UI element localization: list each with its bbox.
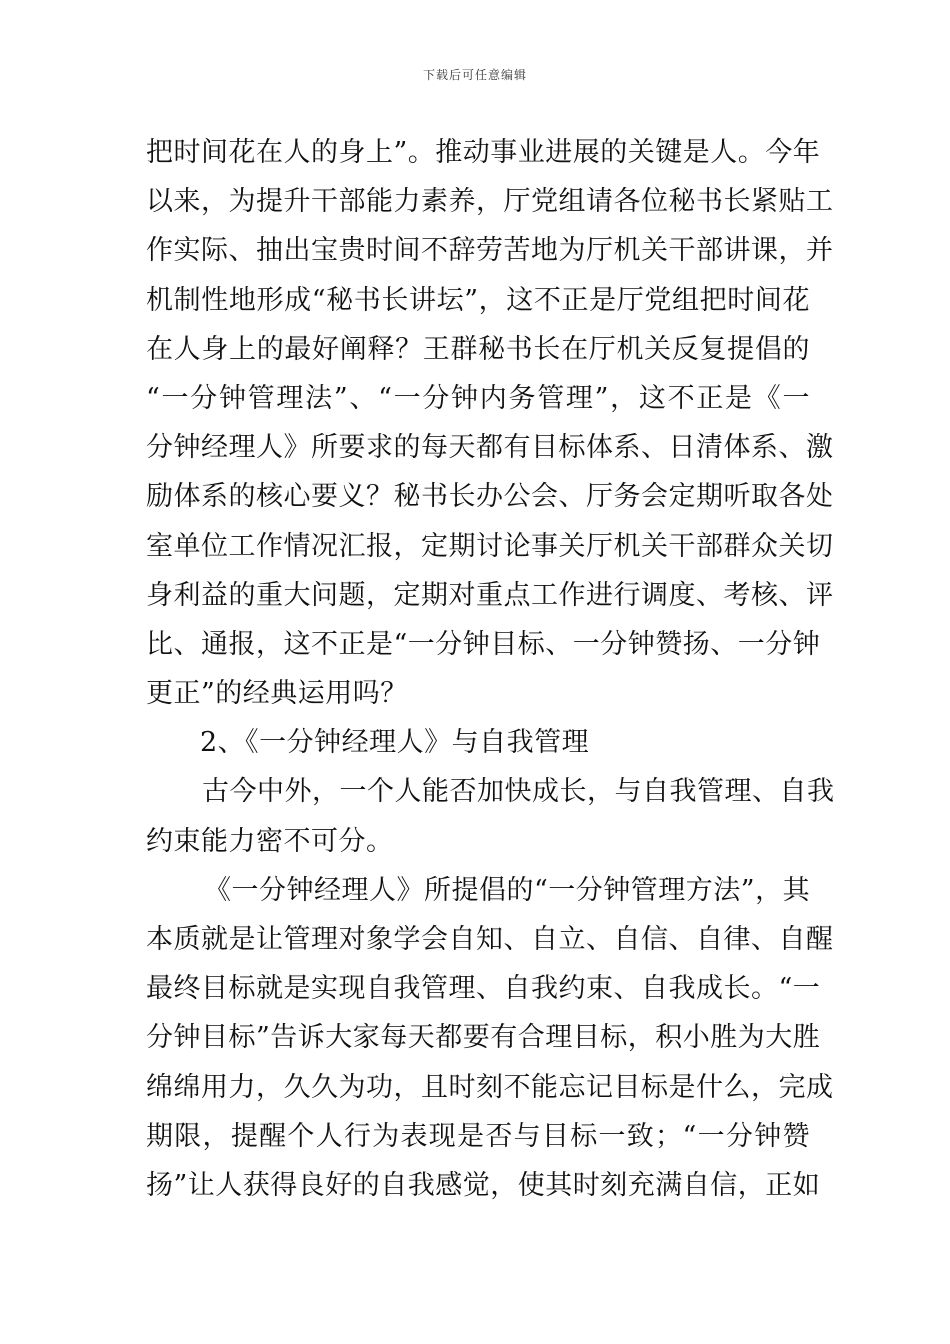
text-line: “一分钟管理法”、“一分钟内务管理”，这不正是《一	[146, 382, 810, 414]
text-line: 本质就是让管理对象学会自知、自立、自信、自律、自醒	[146, 924, 834, 955]
text-line: 在人身上的最好阐释？王群秘书长在厅机关反复提倡的	[146, 333, 810, 365]
text-line: 励体系的核心要义？秘书长办公会、厅务会定期听取各处	[146, 481, 834, 513]
text-line: 最终目标就是实现自我管理、自我约束、自我成长。“一	[146, 973, 821, 1005]
text-line: 扬”让人获得良好的自我感觉，使其时刻充满自信，正如	[146, 1169, 821, 1201]
paragraph-first-line: 《一分钟经理人》所提倡的“一分钟管理方法”，其	[204, 874, 811, 906]
paragraph-first-line: 古今中外，一个人能否加快成长，与自我管理、自我	[202, 776, 835, 808]
text-line: 比、通报，这不正是“一分钟目标、一分钟赞扬、一分钟	[146, 628, 821, 660]
text-line: 期限，提醒个人行为表现是否与目标一致；“一分钟赞	[146, 1120, 810, 1152]
text-line: 把时间花在人的身上”。推动事业进展的关键是人。今年	[146, 137, 821, 168]
text-line: 室单位工作情况汇报，定期讨论事关厅机关干部群众关切	[146, 530, 834, 562]
page-header: 下载后可任意编辑	[422, 68, 527, 82]
text-line: 身利益的重大问题，定期对重点工作进行调度、考核、评	[146, 579, 834, 611]
text-line: 分钟经理人》所要求的每天都有目标体系、日清体系、激	[146, 432, 834, 464]
text-line: 以来，为提升干部能力素养，厅党组请各位秘书长紧贴工	[146, 186, 834, 218]
text-line: 分钟目标”告诉大家每天都要有合理目标，积小胜为大胜	[146, 1022, 821, 1054]
document-body	[146, 128, 835, 1210]
text-line: 作实际、抽出宝贵时间不辞劳苦地为厅机关干部讲课，并	[146, 235, 834, 267]
text-line: 机制性地形成“秘书长讲坛”，这不正是厅党组把时间花	[146, 284, 810, 316]
section-heading: 2、《一分钟经理人》与自我管理	[200, 727, 590, 759]
text-line: 绵绵用力，久久为功，且时刻不能忘记目标是什么，完成	[146, 1071, 834, 1103]
text-line: 更正”的经典运用吗？	[146, 678, 408, 710]
text-line: 约束能力密不可分。	[146, 825, 394, 857]
